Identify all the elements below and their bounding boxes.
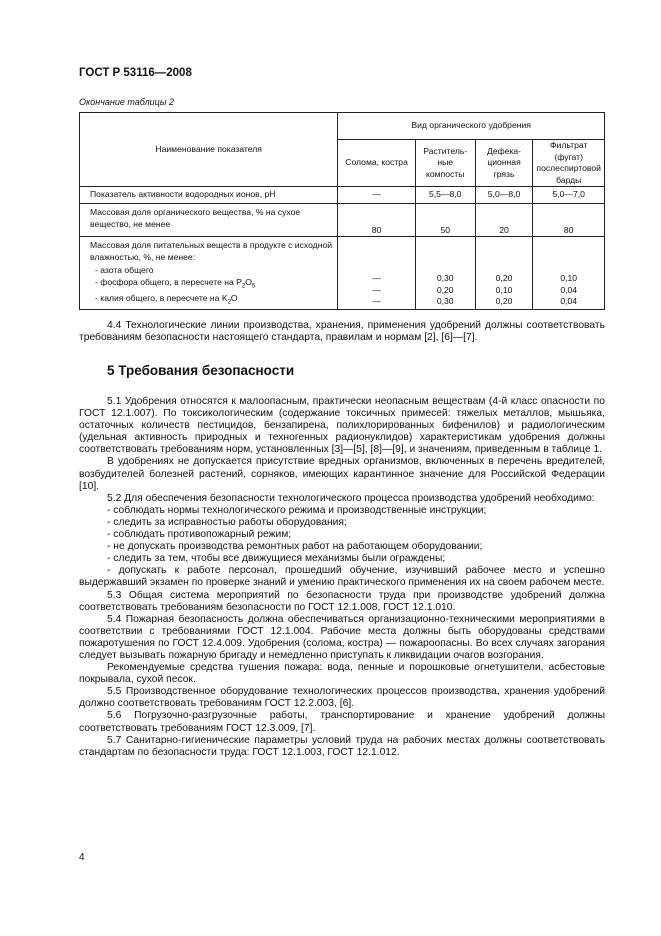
nutrient-nitrogen: - азота общего bbox=[95, 265, 154, 275]
table-cell: — bbox=[338, 187, 415, 204]
table-cell: — — — bbox=[338, 237, 415, 310]
paragraph-5-3: 5.3 Общая система мероприятий по безопасности труда при производстве удобрений должна соответствовать требованиям безопасности по ГОСТ 12.1.008, ГОСТ 12.1.010. bbox=[79, 589, 605, 613]
indicators-table bbox=[79, 112, 605, 310]
page-number: 4 bbox=[79, 852, 85, 863]
paragraph-5-4: 5.4 Пожарная безопасность должна обеспечиваться организационно-техническими мероприятиями в соответствии с требованиями ГОСТ 12.1.004. Рабочие места должны быть оборудованы средствами пожаротушения по ГОСТ 12.4.009. Удобрения (солома, костра) — пожароопасны. Во всех случаях загорания следует вызывать пожарную бригаду и немедленно приступать к ликвидации очагов возгорания. bbox=[79, 613, 605, 661]
col-header-indicator: Наименование показателя bbox=[80, 113, 338, 187]
row-label-nutrients bbox=[80, 237, 338, 310]
list-item: - следить за исправностью работы оборудования; bbox=[107, 516, 347, 528]
nutrients-title: Массовая доля питательных веществ в продукте с исходной влажностью, %, не менее: bbox=[90, 240, 333, 262]
list-item: - не допускать производства ремонтных работ на работающем оборудовании; bbox=[107, 541, 483, 553]
table-cell: 5,0—8,0 bbox=[475, 187, 533, 204]
row-label-ph: Показатель активности водородных ионов, рН bbox=[80, 187, 338, 204]
paragraph-5-6: 5.6 Погрузочно-разгрузочные работы, транспортирование и хранение удобрений должны соответствовать требованиям ГОСТ 12.3.009, [7]. bbox=[79, 710, 605, 734]
table-caption: Окончание таблицы 2 bbox=[79, 97, 174, 107]
row-label-organic: Массовая доля органического вещества, % на сухое вещество, не менее bbox=[80, 204, 338, 237]
table-cell: 20 bbox=[475, 204, 533, 237]
table-row bbox=[80, 187, 605, 204]
col-header-defecate: Дефека- ционная грязь bbox=[475, 140, 533, 187]
col-header-composts: Раститель- ные компосты bbox=[415, 140, 475, 187]
table-cell: 50 bbox=[415, 204, 475, 237]
paragraph-4-4: 4.4 Технологические линии производства, хранения, применения удобрений должны соответствовать требованиям безопасности настоящего стандарта, правилам и нормам [2], [6]—[7]. bbox=[79, 320, 605, 344]
paragraph-5-1: 5.1 Удобрения относятся к малоопасным, практически неопасным веществам (4-й класс опасности по ГОСТ 12.1.007). По токсикологическим (содержание токсичных примесей: тяжелых металлов, мышьяка, остаточных количеств пестицидов, бензапирена, полихлорированных бифенилов) и радиологическим (удельная активность природных и техногенных радионуклидов) характеристикам удобрения должны соответствовать требованиям норм, установленных [3]—[5], [8]—[9], и значениям, приведенным в таблице 1. bbox=[79, 396, 605, 456]
section-5-body bbox=[79, 396, 605, 759]
table-cell: 0,20 0,10 0,20 bbox=[475, 237, 533, 310]
list-item: - соблюдать противопожарный режим; bbox=[107, 529, 292, 541]
paragraph-5-1b: В удобрениях не допускается присутствие вредных организмов, включенных в перечень вредителей, возбудителей болезней растений, сорняков, имеющих карантинное значение для Российской Федерации [10]. bbox=[79, 456, 605, 492]
table-cell: 5,0—7,0 bbox=[533, 187, 605, 204]
nutrient-potassium: - калия общего, в пересчете на $K_2O$ bbox=[95, 292, 238, 306]
table-cell: 0,10 0,04 0,04 bbox=[533, 237, 605, 310]
paragraph-5-4b: Рекомендуемые средства тушения пожара: вода, пенные и порошковые огнетушители, асбестовые покрывала, сухой песок. bbox=[79, 662, 605, 686]
table-cell: 5,5—8,0 bbox=[415, 187, 475, 204]
table-cell: 80 bbox=[533, 204, 605, 237]
table-row bbox=[80, 204, 605, 237]
table-cell: 0,30 0,20 0,30 bbox=[415, 237, 475, 310]
nutrient-phosphorus: - фосфора общего, в пересчете на $P_2O_5$ bbox=[95, 276, 256, 290]
table-row bbox=[80, 237, 605, 310]
table-cell: 80 bbox=[338, 204, 415, 237]
section-title: 5 Требования безопасности bbox=[107, 363, 295, 378]
list-item: - соблюдать нормы технологического режима и производственные инструкции; bbox=[107, 504, 487, 516]
paragraph-5-5: 5.5 Производственное оборудование технологических процессов производства, хранения удобрений должно соответствовать требованиям ГОСТ 12.2.003, [6]. bbox=[79, 686, 605, 710]
paragraph-5-7: 5.7 Санитарно-гигиенические параметры условий труда на рабочих местах должны соответствовать стандартам по безопасности труда: ГОСТ 12.1.003, ГОСТ 12.1.012. bbox=[79, 734, 605, 758]
document-number: ГОСТ Р 53116—2008 bbox=[79, 67, 192, 79]
list-item: - допускать к работе персонал, прошедший обучение, изучивший рабочее место и успешно выдержавший экзамен по проверке знаний и умению практического применения их на своем рабочем месте. bbox=[79, 565, 605, 589]
col-header-straw: Солома, костра bbox=[338, 140, 415, 187]
col-group-header: Вид органического удобрения bbox=[338, 113, 605, 140]
col-header-filtrate: Фильтрат (фугат) послеспиртовой барды bbox=[533, 140, 605, 187]
paragraph-5-2: 5.2 Для обеспечения безопасности технологического процесса производства удобрений необходимо: bbox=[107, 492, 595, 504]
list-item: - следить за тем, чтобы все движущиеся механизмы были ограждены; bbox=[107, 553, 446, 565]
